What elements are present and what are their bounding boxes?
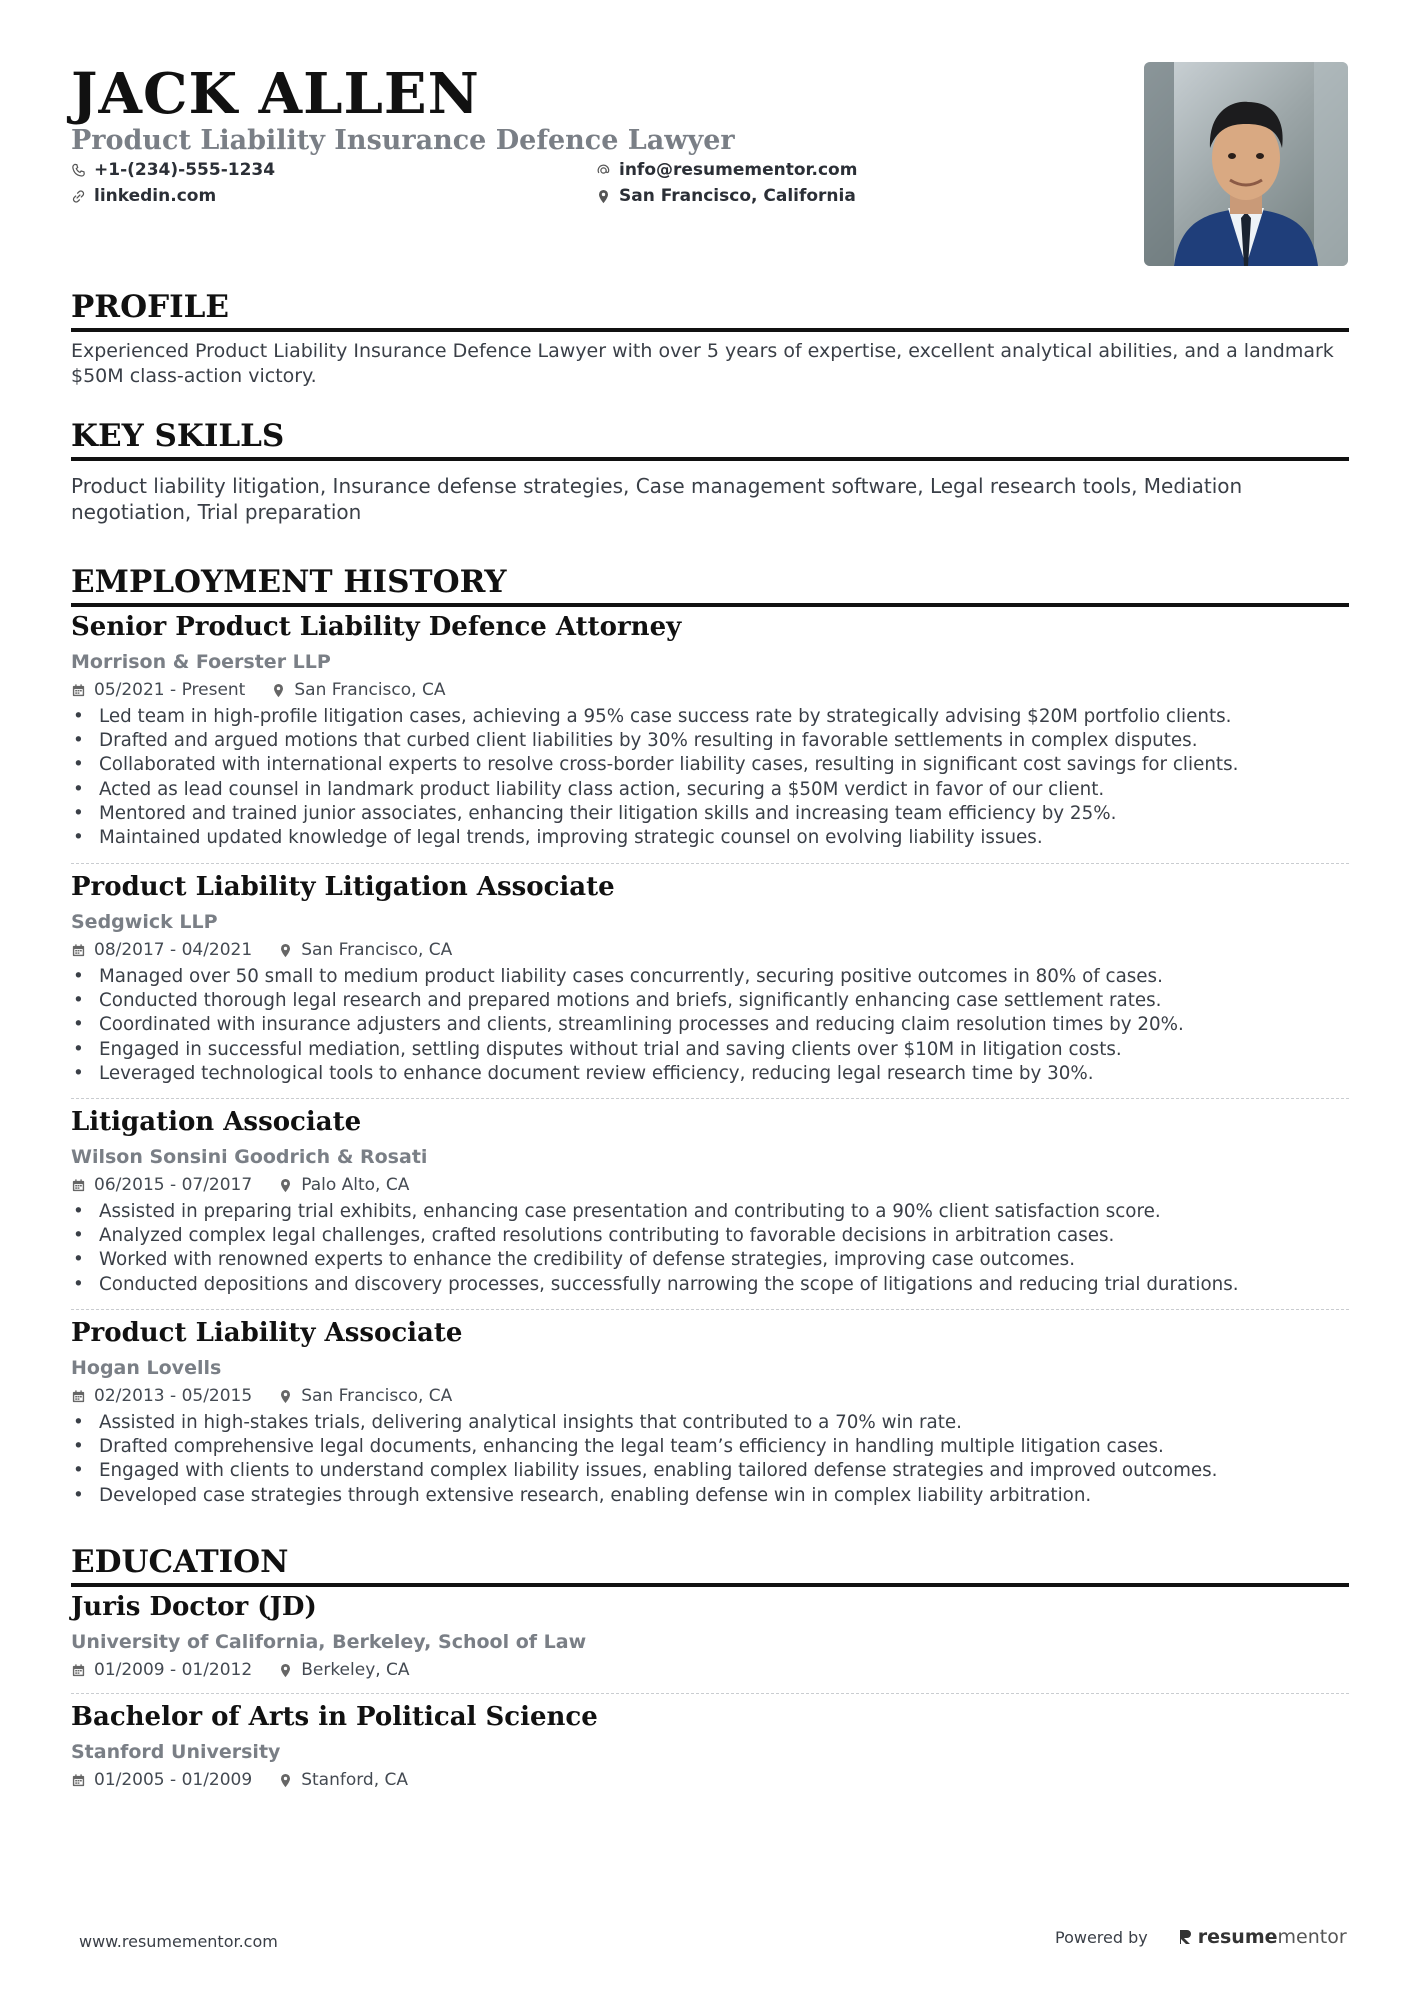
entry-divider: [71, 863, 1349, 864]
job-bullets: [71, 1200, 1349, 1297]
education-degree: Bachelor of Arts in Political Science: [71, 1702, 598, 1732]
candidate-name: JACK ALLEN: [71, 61, 480, 127]
job-entry-company: Wilson Sonsini Goodrich & Rosati: [71, 1146, 428, 1168]
contact-linkedin: [71, 183, 216, 209]
bullet-item: • Engaged with clients to understand complex liability issues, enabling tailored defense strategies and improved outcomes.: [71, 1459, 1349, 1483]
phone-icon: [71, 163, 86, 178]
bullet-item: • Assisted in high-stakes trials, delivering analytical insights that contributed to a 70% win rate.: [71, 1411, 1349, 1435]
bullet-item: • Drafted comprehensive legal documents, enhancing the legal team’s efficiency in handling multiple litigation cases.: [71, 1435, 1349, 1459]
bullet-item: • Collaborated with international experts to resolve cross-border liability cases, resulting in significant cost savings for clients.: [71, 753, 1349, 777]
contact-phone: [71, 157, 275, 183]
job-entry-title: Litigation Associate: [71, 1107, 362, 1137]
linkedin-link[interactable]: linkedin.com: [94, 186, 217, 206]
bullet-item: • Leveraged technological tools to enhance document review efficiency, reducing legal research time by 30%.: [71, 1062, 1349, 1086]
job-bullets: [71, 1411, 1349, 1508]
education-degree: Juris Doctor (JD): [71, 1592, 317, 1622]
education-meta: [71, 1657, 1349, 1683]
job-location: San Francisco, CA: [294, 680, 446, 700]
bullet-item: • Analyzed complex legal challenges, crafted resolutions contributing to favorable decisions in arbitration cases.: [71, 1224, 1349, 1248]
job-entry-title: Product Liability Litigation Associate: [71, 872, 615, 902]
email-address[interactable]: info@resumementor.com: [619, 160, 858, 180]
bullet-item: • Led team in high-profile litigation cases, achieving a 95% case success rate by strategically advising $20M portfolio clients.: [71, 705, 1349, 729]
brand-name-light: mentor: [1277, 1926, 1347, 1948]
contact-email: [596, 157, 857, 183]
location-pin-icon: [271, 683, 286, 698]
entry-divider: [71, 1693, 1349, 1694]
education-dates: 01/2009 - 01/2012: [94, 1660, 253, 1680]
bullet-item: • Managed over 50 small to medium product liability cases concurrently, securing positive outcomes in 80% of cases.: [71, 965, 1349, 989]
job-entry-company: Hogan Lovells: [71, 1357, 222, 1379]
job-entry-meta: [71, 1383, 1349, 1409]
location-pin-icon: [278, 1178, 293, 1193]
bullet-item: • Coordinated with insurance adjusters and clients, streamlining processes and reducing claim resolution times by 20%.: [71, 1013, 1349, 1037]
bullet-item: • Engaged in successful mediation, settling disputes without trial and saving clients over $10M in litigation costs.: [71, 1038, 1349, 1062]
job-entry: [71, 869, 1349, 1086]
job-bullets: [71, 705, 1349, 850]
job-entry: [71, 1315, 1349, 1508]
location-pin-icon: [596, 189, 611, 204]
job-title: Product Liability Insurance Defence Lawyer: [71, 125, 735, 156]
education-entry: [71, 1589, 1349, 1683]
education-location: Stanford, CA: [301, 1770, 409, 1790]
education-heading: EDUCATION: [71, 1543, 1349, 1587]
job-entry-meta: [71, 1172, 1349, 1198]
location-pin-icon: [278, 943, 293, 958]
job-location: San Francisco, CA: [301, 1386, 453, 1406]
job-bullets: [71, 965, 1349, 1086]
skills-heading: KEY SKILLS: [71, 417, 1349, 461]
bullet-item: • Drafted and argued motions that curbed client liabilities by 30% resulting in favorable settlements in complex disputes.: [71, 729, 1349, 753]
entry-divider: [71, 1098, 1349, 1099]
employment-heading: EMPLOYMENT HISTORY: [71, 563, 1349, 607]
bullet-item: • Developed case strategies through extensive research, enabling defense win in complex liability arbitration.: [71, 1484, 1349, 1508]
location-pin-icon: [278, 1389, 293, 1404]
calendar-icon: [71, 1773, 86, 1788]
location-pin-icon: [278, 1663, 293, 1678]
powered-by-label: Powered by: [1055, 1927, 1148, 1947]
bullet-item: • Maintained updated knowledge of legal trends, improving strategic counsel on evolving liability issues.: [71, 826, 1349, 850]
education-location: Berkeley, CA: [301, 1660, 410, 1680]
job-entry: [71, 1104, 1349, 1297]
calendar-icon: [71, 683, 86, 698]
bullet-item: • Conducted depositions and discovery processes, successfully narrowing the scope of litigations and reducing trial durations.: [71, 1273, 1349, 1297]
job-location: San Francisco, CA: [301, 940, 453, 960]
education-meta: [71, 1767, 1349, 1793]
job-entry: [71, 609, 1349, 850]
education-dates: 01/2005 - 01/2009: [94, 1770, 253, 1790]
job-entry-company: Sedgwick LLP: [71, 911, 218, 933]
skills-list: Product liability litigation, Insurance defense strategies, Case management software, Legal research tools, Mediation negotiation, Trial preparation: [71, 474, 1243, 524]
contact-location: [596, 183, 856, 209]
link-icon: [71, 189, 86, 204]
job-entry-meta: [71, 677, 1349, 703]
job-location: Palo Alto, CA: [301, 1175, 410, 1195]
job-entry-title: Product Liability Associate: [71, 1318, 463, 1348]
footer-branding: [1055, 1926, 1347, 1948]
calendar-icon: [71, 1663, 86, 1678]
location-text: San Francisco, California: [619, 186, 856, 206]
bullet-item: • Mentored and trained junior associates, enhancing their litigation skills and increasing team efficiency by 25%.: [71, 802, 1349, 826]
bullet-item: • Acted as lead counsel in landmark product liability class action, securing a $50M verdict in favor of our client.: [71, 778, 1349, 802]
profile-heading: PROFILE: [71, 288, 1349, 332]
profile-summary: Experienced Product Liability Insurance Defence Lawyer with over 5 years of expertise, excellent analytical abilities, and a landmark $50M class-action victory.: [71, 340, 1334, 387]
resumementor-logo-icon: [1178, 1928, 1194, 1946]
job-entry-company: Morrison & Foerster LLP: [71, 651, 331, 673]
job-dates: 05/2021 - Present: [94, 680, 246, 700]
calendar-icon: [71, 943, 86, 958]
bullet-item: • Conducted thorough legal research and prepared motions and briefs, significantly enhancing case settlement rates.: [71, 989, 1349, 1013]
job-entry-title: Senior Product Liability Defence Attorney: [71, 612, 682, 642]
brand-name-bold: resume: [1197, 1926, 1278, 1948]
bullet-item: • Assisted in preparing trial exhibits, enhancing case presentation and contributing to a 90% client satisfaction score.: [71, 1200, 1349, 1224]
job-dates: 02/2013 - 05/2015: [94, 1386, 253, 1406]
footer-website[interactable]: www.resumementor.com: [79, 1932, 278, 1951]
education-entry: [71, 1699, 1349, 1793]
calendar-icon: [71, 1389, 86, 1404]
education-school: University of California, Berkeley, School of Law: [71, 1631, 587, 1653]
at-icon: [596, 163, 611, 178]
phone-number: +1-(234)-555-1234: [94, 160, 276, 180]
job-dates: 08/2017 - 04/2021: [94, 940, 253, 960]
education-school: Stanford University: [71, 1741, 281, 1763]
job-entry-meta: [71, 937, 1349, 963]
entry-divider: [71, 1309, 1349, 1310]
job-dates: 06/2015 - 07/2017: [94, 1175, 253, 1195]
brand-logo[interactable]: [1178, 1926, 1347, 1948]
calendar-icon: [71, 1178, 86, 1193]
bullet-item: • Worked with renowned experts to enhance the credibility of defense strategies, improving case outcomes.: [71, 1248, 1349, 1272]
location-pin-icon: [278, 1773, 293, 1788]
profile-photo: [1144, 62, 1348, 266]
